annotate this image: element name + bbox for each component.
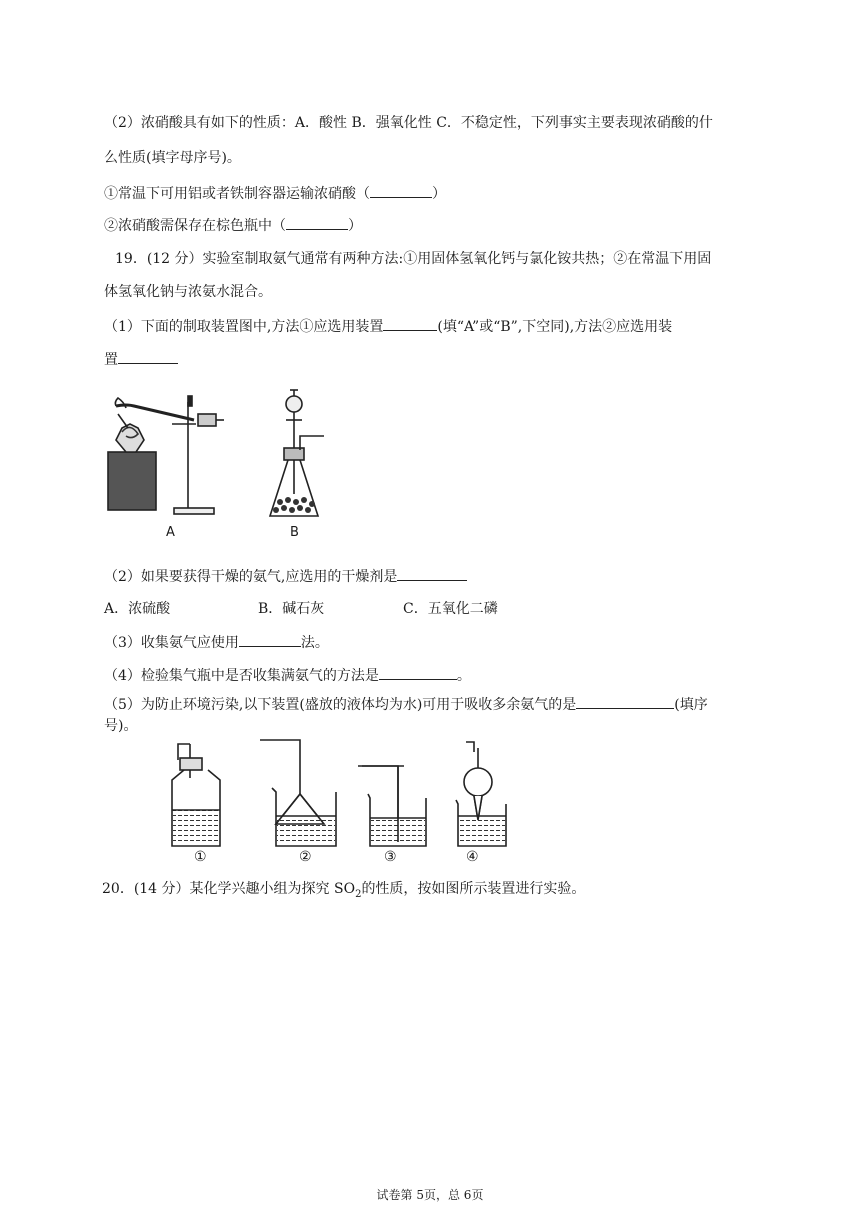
q19-4-line: （4）检验集气瓶中是否收集满氨气的方法是 。 xyxy=(104,665,471,686)
apparatus-1-icon xyxy=(172,744,220,846)
apparatus-a-icon xyxy=(108,396,224,514)
apparatus-3-label: ③ xyxy=(384,849,397,865)
answer-blank[interactable] xyxy=(576,694,674,709)
q18-2-line2: 么性质(填字母序号)。 xyxy=(104,150,241,166)
q19-5-line1: （5）为防止环境污染,以下装置(盛放的液体均为水)可用于吸收多余氨气的是 (填序 xyxy=(104,694,708,715)
answer-blank[interactable] xyxy=(239,632,301,647)
q19-intro-line2: 体氢氧化钠与浓氨水混合。 xyxy=(104,284,272,300)
q18-2-item2: ②浓硝酸需保存在棕色瓶中（ ） xyxy=(104,215,362,236)
ammonia-apparatus-figure xyxy=(104,384,344,544)
apparatus-4-icon xyxy=(456,742,506,846)
q20-line: 20．(14 分）某化学兴趣小组为探究 $SO_2$的性质，按如图所示装置进行实验。 xyxy=(102,881,586,900)
answer-blank[interactable] xyxy=(397,566,467,581)
q19-3-line: （3）收集氨气应使用 法。 xyxy=(104,632,329,653)
answer-blank[interactable] xyxy=(118,349,178,364)
apparatus-4-label: ④ xyxy=(466,849,479,865)
answer-blank[interactable] xyxy=(286,215,348,230)
fig-label-a: A xyxy=(166,525,175,540)
q19-2-option-b: B．碱石灰 xyxy=(258,601,325,617)
apparatus-3-icon xyxy=(358,766,426,846)
q19-5-line2: 号)。 xyxy=(104,718,138,734)
q19-1-line1: （1）下面的制取装置图中,方法①应选用装置 (填“A”或“B”,下空同),方法②应选用装 xyxy=(104,316,672,337)
answer-blank[interactable] xyxy=(370,183,432,198)
apparatus-2-icon xyxy=(260,740,336,846)
apparatus-b-icon xyxy=(270,390,324,516)
fig-label-b: B xyxy=(290,525,299,540)
page-footer: 试卷第 5页，总 6页 xyxy=(376,1188,484,1202)
q19-2-line: （2）如果要获得干燥的氨气,应选用的干燥剂是 xyxy=(104,566,467,587)
q18-2-line1: （2）浓硝酸具有如下的性质：A．酸性 B．强氧化性 C．不稳定性，下列事实主要表现浓硝酸的什 xyxy=(104,115,713,131)
q18-2-item1: ①常温下可用铝或者铁制容器运输浓硝酸（ ） xyxy=(104,183,446,204)
apparatus-2-label: ② xyxy=(299,849,312,865)
answer-blank[interactable] xyxy=(383,316,437,331)
answer-blank[interactable] xyxy=(379,665,457,680)
q19-intro-line1: 19．(12 分）实验室制取氨气通常有两种方法:①用固体氢氧化钙与氯化铵共热；②在常温下用固 xyxy=(115,251,712,267)
q19-1-line2: 置 xyxy=(104,349,178,370)
q19-2-option-a: A．浓硫酸 xyxy=(104,601,171,617)
absorption-apparatus-figure xyxy=(160,738,520,854)
q19-2-option-c: C．五氧化二磷 xyxy=(403,601,498,617)
apparatus-1-label: ① xyxy=(194,849,207,865)
